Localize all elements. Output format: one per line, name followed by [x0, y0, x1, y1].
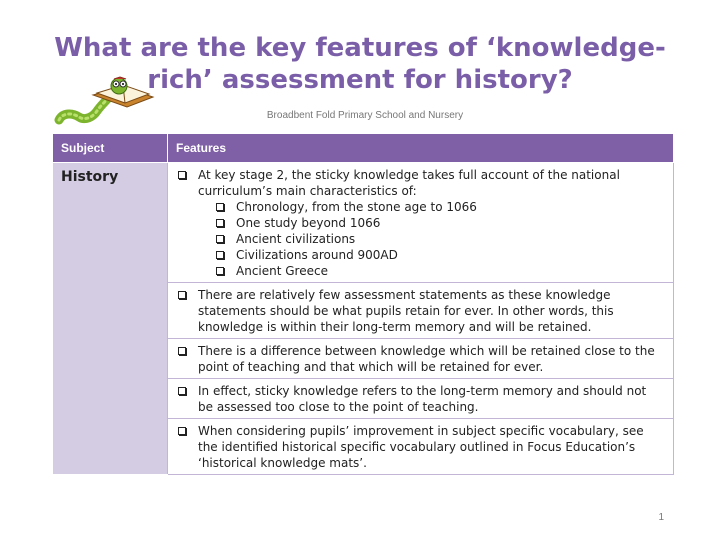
checkbox-bullet-icon	[178, 387, 186, 395]
header-features: Features	[168, 134, 674, 163]
table-header-row	[53, 134, 674, 163]
checkbox-bullet-icon	[216, 219, 224, 227]
checkbox-bullet-icon	[178, 291, 186, 299]
subject-cell: History	[53, 163, 168, 475]
feature-subitem: Chronology, from the stone age to 1066	[176, 199, 665, 215]
school-name: Broadbent Fold Primary School and Nursery	[266, 110, 464, 121]
feature-item: In effect, sticky knowledge refers to the long-term memory and should not be assessed too close to the point of teaching.	[176, 383, 665, 415]
feature-cell	[168, 419, 674, 475]
table-row	[53, 163, 674, 283]
features-table	[52, 133, 674, 475]
page-number: 1	[658, 512, 664, 523]
feature-subitem: Civilizations around 900AD	[176, 247, 665, 263]
checkbox-bullet-icon	[216, 203, 224, 211]
feature-item: At key stage 2, the sticky knowledge takes full account of the national curriculum’s main characteristics of:	[176, 167, 665, 199]
checkbox-bullet-icon	[178, 427, 186, 435]
checkbox-bullet-icon	[216, 251, 224, 259]
feature-subitem: Ancient civilizations	[176, 231, 665, 247]
feature-cell	[168, 283, 674, 339]
feature-subitem: Ancient Greece	[176, 263, 665, 279]
checkbox-bullet-icon	[216, 267, 224, 275]
bookworm-reading-icon	[53, 75, 161, 127]
checkbox-bullet-icon	[178, 347, 186, 355]
slide-title: What are the key features of ‘knowledge-rich’ assessment for history?	[54, 33, 666, 95]
feature-item: There is a difference between knowledge which will be retained close to the point of teaching and that which will be retained for ever.	[176, 343, 665, 375]
feature-item: There are relatively few assessment statements as these knowledge statements should be what pupils retain for ever. In other words, this knowledge is within their long-term memory and will be retained.	[176, 287, 665, 335]
header-subject: Subject	[53, 134, 168, 163]
feature-subitem: One study beyond 1066	[176, 215, 665, 231]
checkbox-bullet-icon	[216, 235, 224, 243]
feature-cell	[168, 163, 674, 283]
feature-cell	[168, 339, 674, 379]
feature-item: When considering pupils’ improvement in subject specific vocabulary, see the identified historical specific vocabulary outlined in Focus Education’s ‘historical knowledge mats’.	[176, 423, 665, 471]
feature-cell	[168, 379, 674, 419]
checkbox-bullet-icon	[178, 171, 186, 179]
